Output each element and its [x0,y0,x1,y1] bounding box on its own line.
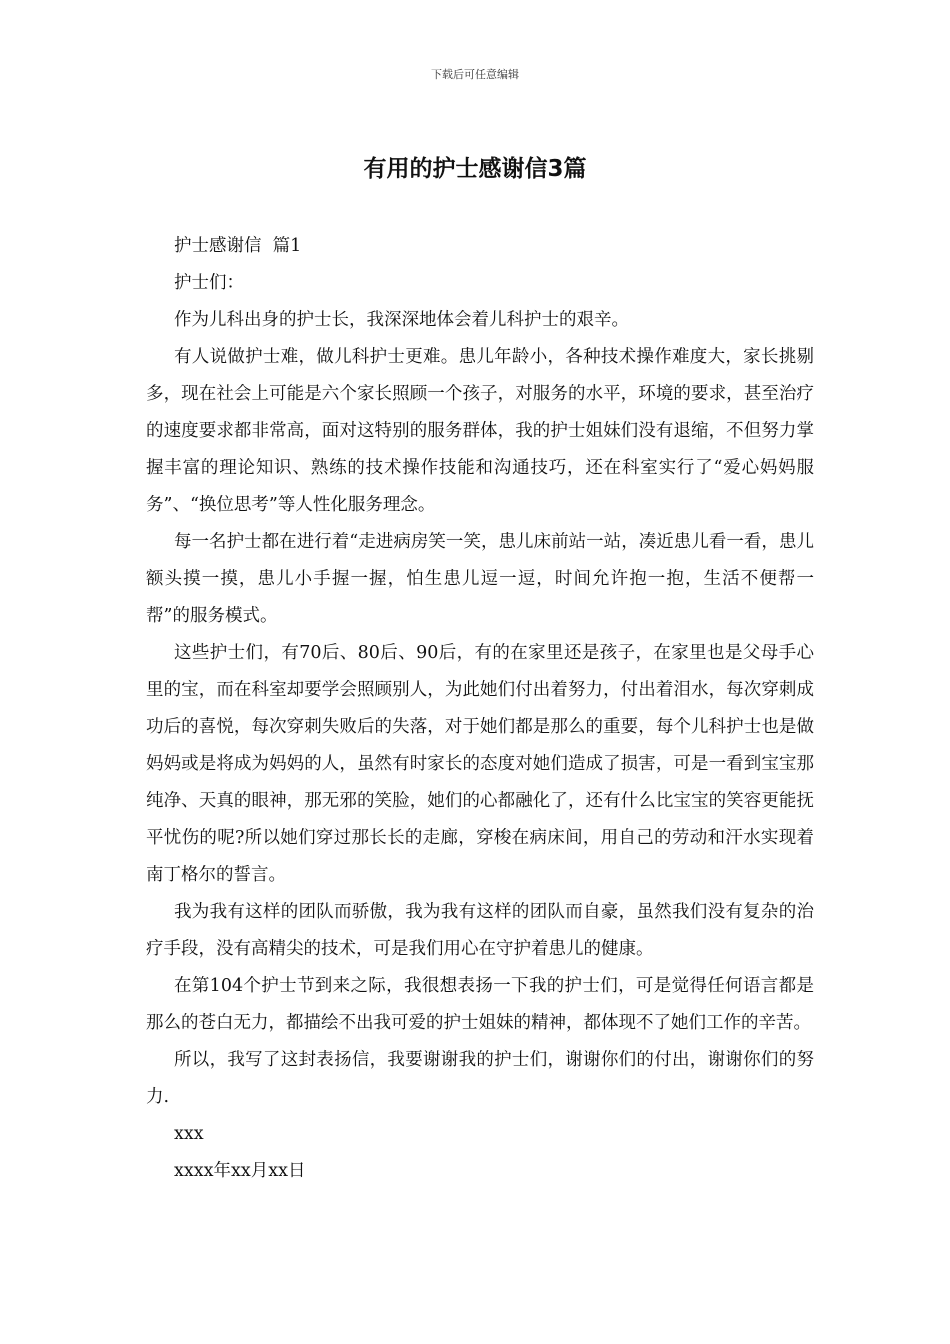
body-paragraph: 作为儿科出身的护士长，我深深地体会着儿科护士的艰辛。 [174,310,629,330]
body-paragraph: 所以，我写了这封表扬信，我要谢谢我的护士们，谢谢你们的付出，谢谢你们的努力. [146,1050,814,1107]
signature: xxx [174,1124,204,1144]
date-line: xxxx年xx月xx日 [174,1161,306,1181]
body-paragraph: 有人说做护士难，做儿科护士更难。患儿年龄小，各种技术操作难度大，家长挑剔多，现在社会上可能是六个家长照顾一个孩子，对服务的水平，环境的要求，甚至治疗的速度要求都非常高，面对这特别的服务群体，我的护士姐妹们没有退缩，不但努力掌握丰富的理论知识、熟练的技术操作技能和沟通技巧，还在科室实行了“爱心妈妈服务”、“换位思考”等人性化服务理念。 [146,347,814,515]
section-heading: 护士感谢信 篇1 [174,236,302,256]
body-paragraph: 这些护士们，有70后、80后、90后，有的在家里还是孩子，在家里也是父母手心里的宝，而在科室却要学会照顾别人，为此她们付出着努力，付出着泪水，每次穿刺成功后的喜悦，每次穿刺失败后的失落，对于她们都是那么的重要，每个儿科护士也是做妈妈或是将成为妈妈的人，虽然有时家长的态度对她们造成了损害，可是一看到宝宝那纯净、天真的眼神，那无邪的笑脸，她们的心都融化了，还有什么比宝宝的笑容更能抚平忧伤的呢?所以她们穿过那长长的走廊，穿梭在病床间，用自己的劳动和汗水实现着南丁格尔的誓言。 [146,643,814,885]
body-paragraph: 我为我有这样的团队而骄傲，我为我有这样的团队而自豪，虽然我们没有复杂的治疗手段，没有高精尖的技术，可是我们用心在守护着患儿的健康。 [146,902,814,959]
salutation: 护士们： [174,273,244,293]
document-body [146,228,814,1190]
body-paragraph: 每一名护士都在进行着“走进病房笑一笑，患儿床前站一站，凑近患儿看一看，患儿额头摸一摸，患儿小手握一握，怕生患儿逗一逗，时间允许抱一抱，生活不便帮一帮”的服务模式。 [146,532,814,626]
document-title: 有用的护士感谢信3篇 [363,156,587,182]
header-note: 下载后可任意编辑 [431,68,519,81]
body-paragraph: 在第104个护士节到来之际，我很想表扬一下我的护士们，可是觉得任何语言都是那么的苍白无力，都描绘不出我可爱的护士姐妹的精神，都体现不了她们工作的辛苦。 [146,976,814,1033]
